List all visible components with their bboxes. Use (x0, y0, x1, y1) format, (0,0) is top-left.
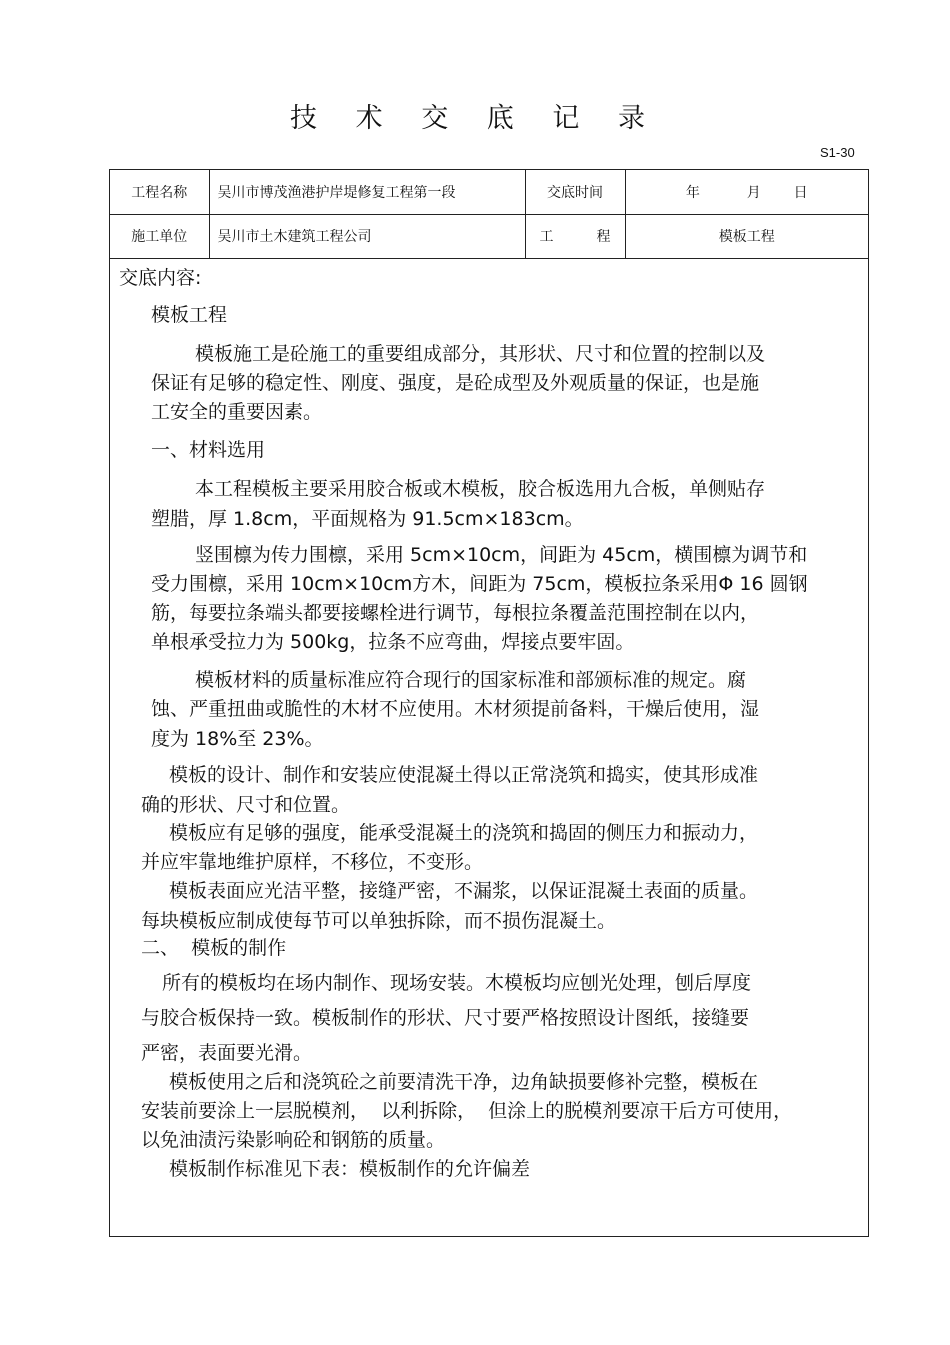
project-name-label: 工程名称 (110, 170, 209, 214)
paragraph-line: 模板使用之后和浇筑砼之前要清洗干净，边角缺损要修补完整，模板在 (169, 1071, 759, 1093)
content-label: 交底内容: (119, 267, 202, 289)
paragraph-line: 蚀、严重扭曲或脆性的木材不应使用。木材须提前备料，干燥后使用，湿 (151, 698, 760, 720)
document-title: 技 术 交 底 记 录 (290, 103, 660, 134)
paragraph-line: 每块模板应制成使每节可以单独拆除，而不损伤混凝土。 (141, 910, 617, 932)
paragraph-line: 塑腊，厚 1.8cm，平面规格为 91.5cm×183cm。 (151, 508, 584, 530)
paragraph-line: 与胶合板保持一致。模板制作的形状、尺寸要严格按照设计图纸，接缝要 (141, 1007, 750, 1029)
paragraph-line: 所有的模板均在场内制作、现场安装。木模板均应刨光处理，刨后厚度 (162, 972, 752, 994)
construction-unit-value: 吴川市土木建筑工程公司 (209, 214, 525, 258)
record-form (109, 169, 869, 1237)
paragraph-line: 受力围檩，采用 10cm×10cm方木，间距为 75cm，模板拉条采用Φ 16 圆钢 (151, 573, 808, 595)
handover-time-label: 交底时间 (525, 170, 625, 214)
paragraph-line: 单根承受拉力为 500kg，拉条不应弯曲，焊接点要牢固。 (151, 631, 635, 653)
form-code: S1-30 (820, 145, 855, 160)
paragraph-line: 保证有足够的稳定性、刚度、强度，是砼成型及外观质量的保证，也是施 (151, 372, 760, 394)
handover-content (110, 170, 868, 1236)
time-year: 年 (685, 184, 700, 201)
paragraph-line: 竖围檩为传力围檩，采用 5cm×10cm，间距为 45cm，横围檩为调节和 (195, 544, 808, 566)
paragraph-line: 度为 18%至 23%。 (151, 728, 324, 750)
engineering-label-b: 程 (596, 229, 611, 245)
engineering-value: 模板工程 (625, 214, 868, 258)
time-day: 日 (793, 184, 808, 201)
paragraph-line: 并应牢靠地维护原样，不移位，不变形。 (141, 851, 484, 873)
section-heading-materials: 一、材料选用 (151, 439, 266, 461)
paragraph-line: 本工程模板主要采用胶合板或木模板，胶合板选用九合板，单侧贴存 (195, 478, 766, 500)
paragraph-line: 模板应有足够的强度，能承受混凝土的浇筑和捣固的侧压力和振动力， (169, 822, 759, 844)
paragraph-line: 安装前要涂上一层脱模剂， 以利拆除， 但涂上的脱模剂要凉干后方可使用， (141, 1100, 793, 1122)
time-month: 月 (746, 184, 761, 201)
paragraph-line: 模板的设计、制作和安装应使混凝土得以正常浇筑和捣实，使其形成准 (169, 764, 759, 786)
paragraph-line: 以免油渍污染影响砼和钢筋的质量。 (141, 1129, 446, 1151)
paragraph-line: 工安全的重要因素。 (151, 401, 323, 423)
paragraph-line: 确的形状、尺寸和位置。 (141, 794, 351, 816)
project-name-value: 吴川市博茂渔港护岸堤修复工程第一段 (209, 170, 525, 214)
paragraph-line: 筋，每要拉条端头都要接螺栓进行调节，每根拉条覆盖范围控制在以内， (151, 602, 760, 624)
paragraph-line: 模板施工是砼施工的重要组成部分，其形状、尺寸和位置的控制以及 (195, 343, 766, 365)
construction-unit-label: 施工单位 (110, 214, 209, 258)
engineering-label-a: 工 (539, 229, 554, 245)
paragraph-line: 严密，表面要光滑。 (141, 1042, 313, 1064)
section-heading-formwork: 模板工程 (151, 304, 228, 326)
paragraph-line: 模板材料的质量标准应符合现行的国家标准和部颁标准的规定。腐 (195, 669, 747, 691)
paragraph-line: 模板制作标准见下表：模板制作的允许偏差 (169, 1158, 531, 1180)
section-heading-fabrication: 二、 模板的制作 (141, 937, 287, 959)
paragraph-line: 模板表面应光洁平整，接缝严密，不漏浆，以保证混凝土表面的质量。 (169, 880, 759, 902)
